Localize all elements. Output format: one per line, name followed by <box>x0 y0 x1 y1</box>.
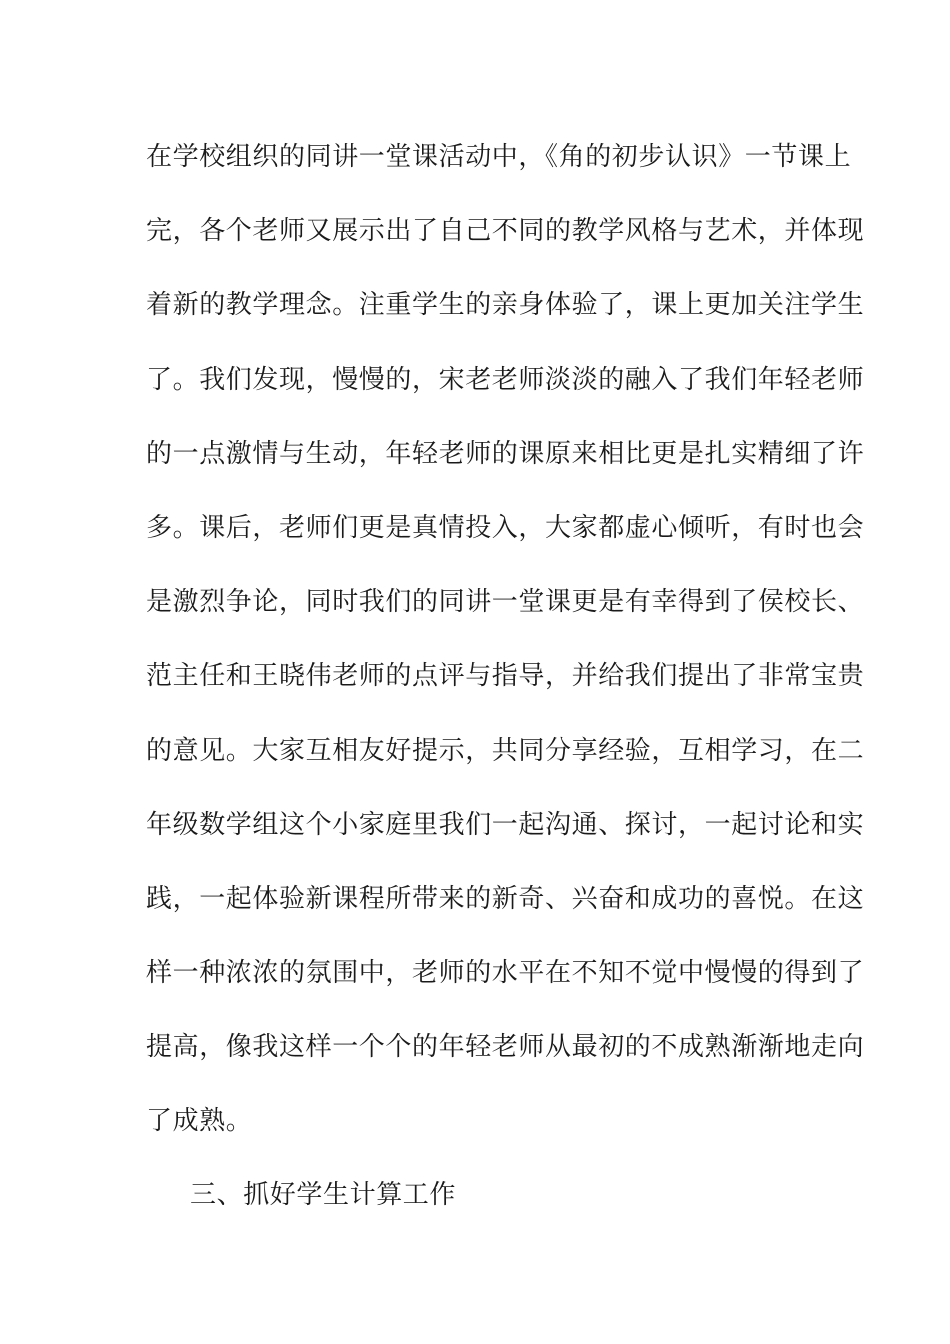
text-line: 着新的教学理念。注重学生的亲身体验了，课上更加关注学生 <box>146 290 865 321</box>
text-line: 提高，像我这样一个个的年轻老师从最初的不成熟渐渐地走向 <box>146 1032 865 1063</box>
text-line: 完，各个老师又展示出了自己不同的教学风格与艺术，并体现 <box>146 216 865 247</box>
text-line: 了成熟。 <box>146 1106 253 1137</box>
text-line: 多。课后，老师们更是真情投入，大家都虚心倾听，有时也会 <box>146 512 865 543</box>
text-line: 样一种浓浓的氛围中，老师的水平在不知不觉中慢慢的得到了 <box>146 958 865 989</box>
text-line: 在学校组织的同讲一堂课活动中，《角的初步认识》一节课上 <box>146 142 852 172</box>
section-heading: 三、抓好学生计算工作 <box>190 1180 457 1210</box>
text-line: 践，一起体验新课程所带来的新奇、兴奋和成功的喜悦。在这 <box>146 883 865 914</box>
text-line: 范主任和王晓伟老师的点评与指导，并给我们提出了非常宝贵 <box>146 661 865 692</box>
text-line: 了。我们发现，慢慢的，宋老老师淡淡的融入了我们年轻老师 <box>146 364 865 395</box>
text-line: 的意见。大家互相友好提示，共同分享经验，互相学习，在二 <box>146 735 865 766</box>
text-line: 的一点激情与生动，年轻老师的课原来相比更是扎实精细了许 <box>146 438 865 469</box>
body-paragraph <box>146 136 865 1175</box>
text-line: 是激烈争论，同时我们的同讲一堂课更是有幸得到了侯校长、 <box>146 587 865 618</box>
text-line: 年级数学组这个小家庭里我们一起沟通、探讨，一起讨论和实 <box>146 809 865 840</box>
